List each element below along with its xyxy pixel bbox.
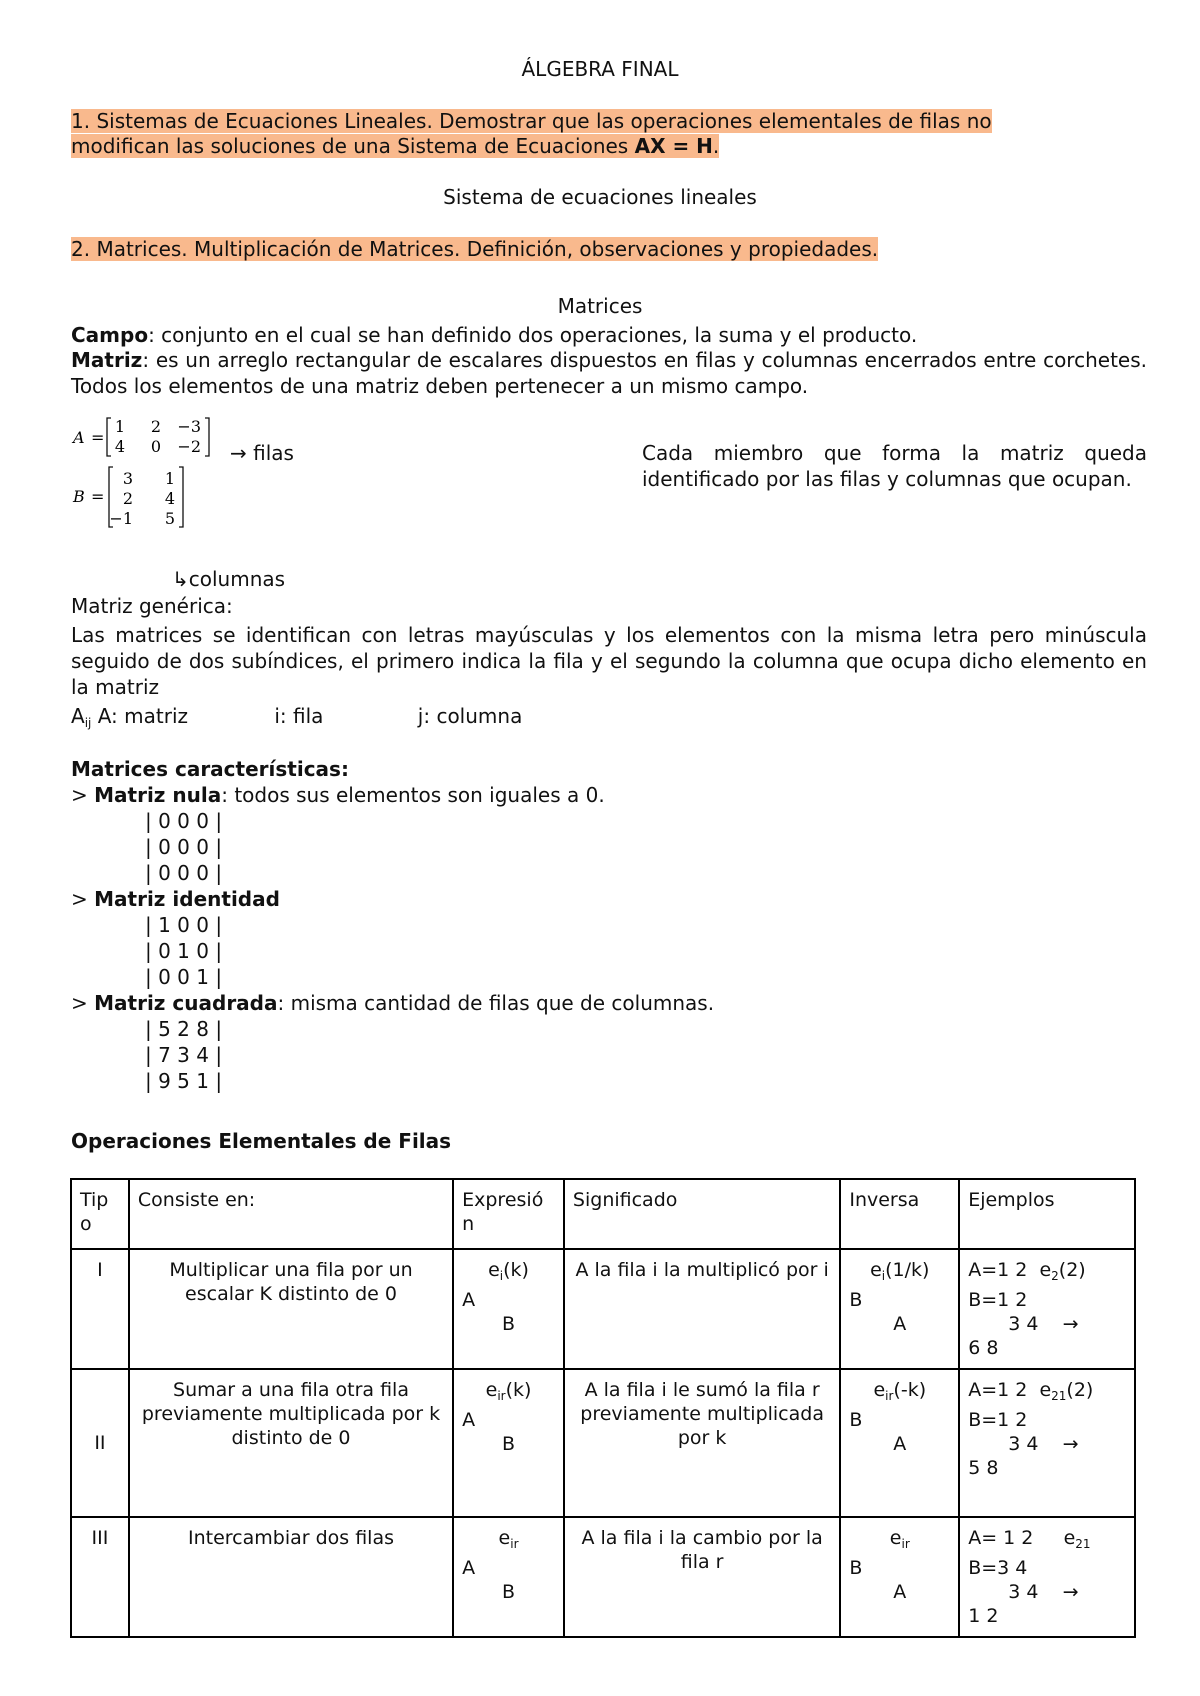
matriz-definition: Matriz: es un arreglo rectangular de escalares dispuestos en filas y columnas encerrados entre corchetes. Todos los elementos de una matriz deben pertenecer a un mismo campo. <box>71 348 1147 398</box>
matrix-a-name: A <box>73 428 85 447</box>
campo-definition: Campo: conjunto en el cual se han definido dos operaciones, la suma y el producto. <box>71 323 918 347</box>
header-expresion: Expresión <box>453 1179 564 1249</box>
cell-significado: A la fila i le sumó la fila r previamente multiplicada por k <box>564 1369 840 1517</box>
caracteristicas-title: Matrices características: <box>71 757 349 781</box>
table-header-row <box>71 1179 1135 1249</box>
header-consiste: Consiste en: <box>129 1179 453 1249</box>
matrix-a-entry: 0 <box>150 437 161 456</box>
cell-inversa: $e_{ir}$ B A <box>840 1517 959 1637</box>
cell-tipo: III <box>71 1517 129 1637</box>
header-ejemplos: Ejemplos <box>959 1179 1135 1249</box>
page-title: ÁLGEBRA FINAL <box>521 57 679 81</box>
matrix-a-figure <box>71 412 221 462</box>
svg-text:=: = <box>91 487 105 506</box>
question-1-line-1: 1. Sistemas de Ecuaciones Lineales. Demostrar que las operaciones elementales de filas no <box>71 109 992 133</box>
cuadrada-row: | 5 2 8 | <box>145 1017 223 1041</box>
matrix-b-entry: 5 <box>164 509 175 528</box>
matriz-generica-title: Matriz genérica: <box>71 594 233 618</box>
cell-expresion: $e_{ir}$ A B <box>453 1517 564 1637</box>
header-tipo: Tipo <box>71 1179 129 1249</box>
matrix-b-entry: 4 <box>164 489 175 508</box>
cuadrada-row: | 9 5 1 | <box>145 1069 223 1093</box>
matrix-b-entry: 2 <box>122 489 133 508</box>
cell-expresion: $e_{ir}(k)$ A B <box>453 1369 564 1517</box>
matrix-a-entry: −2 <box>177 437 201 456</box>
cell-ejemplos: A=1 2 $e_{21}(2)$ B=1 2 3 4 → 5 8 <box>959 1369 1135 1517</box>
matriz-identidad-heading: > Matriz identidad <box>71 887 280 911</box>
matriz-nula-heading: > Matriz nula: todos sus elementos son iguales a 0. <box>71 783 605 807</box>
svg-text:=: = <box>91 428 105 447</box>
cell-ejemplos: A=1 2 $e_2(2)$ B=1 2 3 4 → 6 8 <box>959 1249 1135 1369</box>
matrix-b-entry: 3 <box>122 469 133 488</box>
cell-inversa: $e_i(1/k)$ B A <box>840 1249 959 1369</box>
section-subtitle-sistemas: Sistema de ecuaciones lineales <box>443 185 757 209</box>
matrix-a-entry: 2 <box>150 417 161 436</box>
question-2: 2. Matrices. Multiplicación de Matrices. Definición, observaciones y propiedades. <box>71 237 879 261</box>
cell-significado: A la fila i la cambio por la fila r <box>564 1517 840 1637</box>
nula-row: | 0 0 0 | <box>145 835 223 859</box>
cell-consiste: Multiplicar una fila por un escalar K distinto de 0 <box>129 1249 453 1369</box>
aij-notation: $A_{ij}$ A: matriz i: fila j: columna <box>71 704 523 730</box>
columnas-label: ↳columnas <box>172 567 286 591</box>
matrix-b-figure <box>71 464 191 530</box>
matrix-a-entry: 1 <box>114 417 125 436</box>
operaciones-title: Operaciones Elementales de Filas <box>71 1129 452 1153</box>
nula-row: | 0 0 0 | <box>145 861 223 885</box>
cell-expresion: $e_i(k)$ A B <box>453 1249 564 1369</box>
matrix-b-name: B <box>73 487 85 506</box>
cell-inversa: $e_{ir}(-k)$ B A <box>840 1369 959 1517</box>
identidad-row: | 1 0 0 | <box>145 913 223 937</box>
cell-significado: A la fila i la multiplicó por i <box>564 1249 840 1369</box>
cuadrada-row: | 7 3 4 | <box>145 1043 223 1067</box>
identidad-row: | 0 0 1 | <box>145 965 223 989</box>
identidad-row: | 0 1 0 | <box>145 939 223 963</box>
matrix-a-entry: −3 <box>177 417 201 436</box>
side-note: Cada miembro que forma la matriz queda identificado por las filas y columnas que ocupan. <box>642 441 1147 491</box>
section-subtitle-matrices: Matrices <box>557 294 643 318</box>
matriz-cuadrada-heading: > Matriz cuadrada: misma cantidad de filas que de columnas. <box>71 991 715 1015</box>
cell-consiste: Sumar a una fila otra fila previamente multiplicada por k distinto de 0 <box>129 1369 453 1517</box>
cell-consiste: Intercambiar dos filas <box>129 1517 453 1637</box>
operations-table <box>70 1178 1136 1638</box>
question-1-line-2: modifican las soluciones de una Sistema de Ecuaciones AX = H. <box>71 134 720 158</box>
header-significado: Significado <box>564 1179 840 1249</box>
matriz-generica-text: Las matrices se identifican con letras mayúsculas y los elementos con la misma letra pero minúscula seguido de dos subíndices, el primero indica la fila y el segundo la columna que ocupa dicho elemento en la matriz <box>71 623 1147 699</box>
nula-row: | 0 0 0 | <box>145 809 223 833</box>
header-inversa: Inversa <box>840 1179 959 1249</box>
cell-tipo: II <box>71 1369 129 1517</box>
cell-ejemplos: A= 1 2 $e_{21}$ B=3 4 3 4 → 1 2 <box>959 1517 1135 1637</box>
table-row <box>71 1249 1135 1369</box>
matrix-b-entry: −1 <box>109 509 133 528</box>
filas-label: → filas <box>230 441 294 465</box>
cell-tipo: I <box>71 1249 129 1369</box>
matrix-a-entry: 4 <box>114 437 125 456</box>
matrix-b-entry: 1 <box>164 469 175 488</box>
table-row <box>71 1369 1135 1517</box>
table-row <box>71 1517 1135 1637</box>
